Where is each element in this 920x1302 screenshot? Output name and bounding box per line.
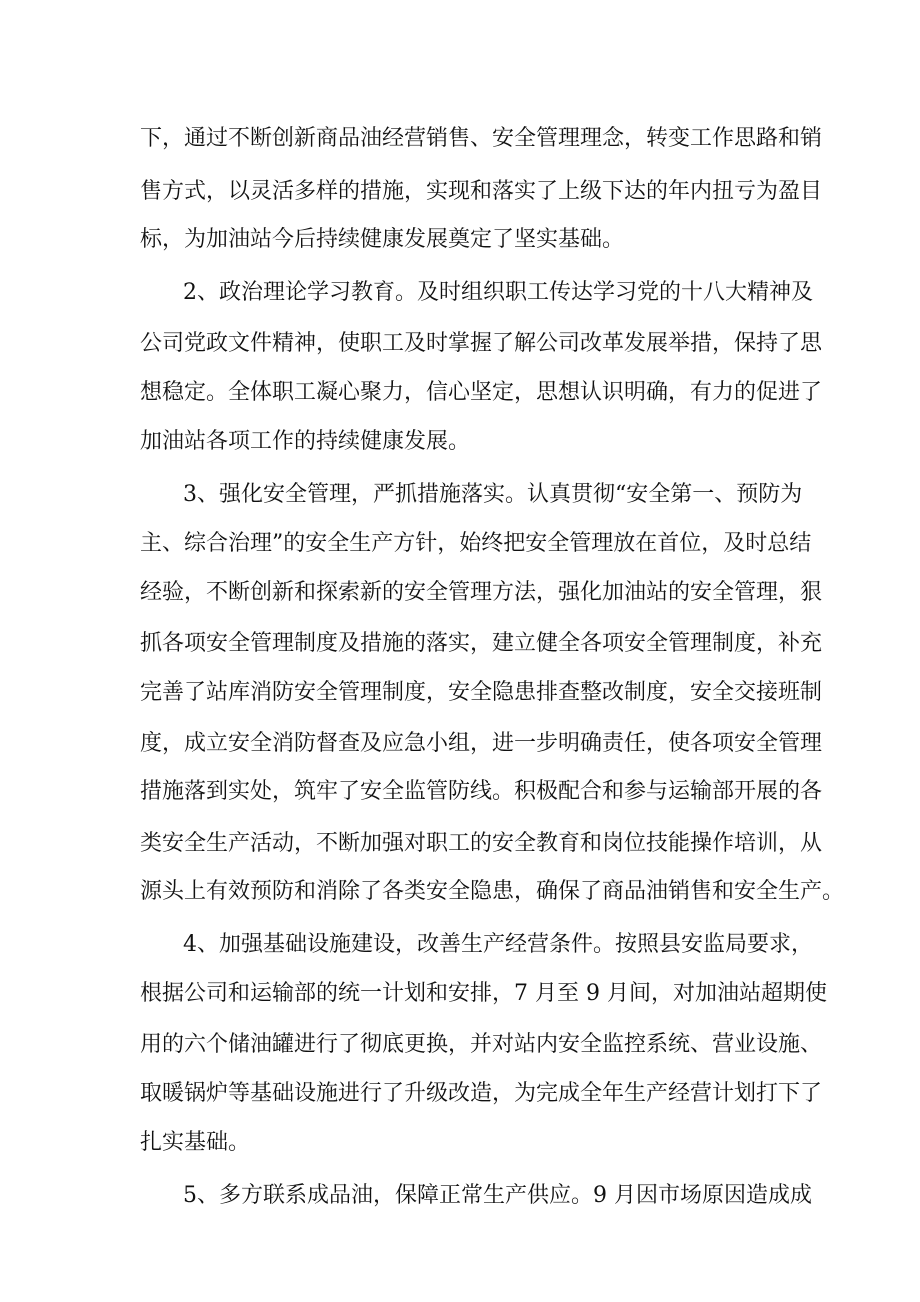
paragraph-2-line-2: 公司党政文件精神，使职工及时掌握了解公司改革发展举措，保持了思 <box>140 331 823 356</box>
paragraph-3-line-7: 措施落到实处，筑牢了安全监管防线。积极配合和参与运输部开展的各 <box>140 779 823 804</box>
paragraph-2-line-1: 2、政治理论学习教育。及时组织职工传达学习党的十八大精神及 <box>183 280 813 305</box>
paragraph-2-line-4: 加油站各项工作的持续健康发展。 <box>140 429 471 454</box>
paragraph-5-line-1: 5、多方联系成品油，保障正常生产供应。9 月因市场原因造成成 <box>183 1183 812 1208</box>
paragraph-3-line-4: 抓各项安全管理制度及措施的落实，建立健全各项安全管理制度，补充 <box>140 631 823 656</box>
paragraph-4-line-3: 用的六个储油罐进行了彻底更换，并对站内安全监控系统、营业设施、 <box>140 1032 823 1057</box>
paragraph-4-line-5: 扎实基础。 <box>140 1130 251 1155</box>
paragraph-3-line-9: 源头上有效预防和消除了各类安全隐患，确保了商品油销售和安全生产。 <box>140 879 845 904</box>
paragraph-4-line-1: 4、加强基础设施建设，改善生产经营条件。按照县安监局要求， <box>183 932 813 957</box>
paragraph-4-line-4: 取暖锅炉等基础设施进行了升级改造，为完成全年生产经营计划打下了 <box>140 1081 823 1106</box>
paragraph-1-line-1: 下，通过不断创新商品油经营销售、安全管理理念，转变工作思路和销 <box>140 126 823 151</box>
paragraph-2-line-3: 想稳定。全体职工凝心聚力，信心坚定，思想认识明确，有力的促进了 <box>140 380 823 405</box>
paragraph-3-line-5: 完善了站库消防安全管理制度，安全隐患排查整改制度，安全交接班制 <box>140 680 823 705</box>
paragraph-3-line-3: 经验，不断创新和探索新的安全管理方法，强化加油站的安全管理，狠 <box>140 580 823 605</box>
paragraph-1-line-3: 标，为加油站今后持续健康发展奠定了坚实基础。 <box>140 227 625 252</box>
paragraph-1-line-2: 售方式，以灵活多样的措施，实现和落实了上级下达的年内扭亏为盈目 <box>140 179 823 204</box>
paragraph-3-line-1: 3、强化安全管理，严抓措施落实。认真贯彻“安全第一、预防为 <box>183 482 803 507</box>
paragraph-3-line-6: 度，成立安全消防督查及应急小组，进一步明确责任，使各项安全管理 <box>140 731 823 756</box>
paragraph-3-line-2: 主、综合治理”的安全生产方针，始终把安全管理放在首位，及时总结 <box>140 531 812 556</box>
paragraph-4-line-2: 根据公司和运输部的统一计划和安排，7 月至 9 月间，对加油站超期使 <box>140 981 827 1006</box>
paragraph-3-line-8: 类安全生产活动，不断加强对职工的安全教育和岗位技能操作培训，从 <box>140 831 823 856</box>
